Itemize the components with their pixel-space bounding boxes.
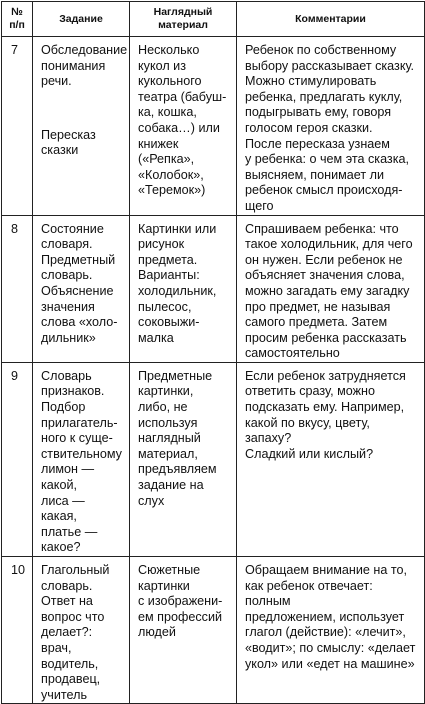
cell-number <box>2 37 33 216</box>
comments-text: Спрашиваем ребенка: что такое холодильник, для чего он нужен. Если ребенок не объясняет значения слова, можно загадать ему загадку про предмет, не называя самого предмета. Затем просим ребенка рассказать самостоятельно <box>245 221 413 361</box>
cell-number <box>2 557 33 704</box>
cell-number <box>2 215 33 362</box>
cell-material <box>130 362 237 556</box>
table-row <box>2 362 425 556</box>
cell-task <box>33 362 130 556</box>
table-row <box>2 37 425 216</box>
cell-comments <box>237 215 425 362</box>
comments-text: Ребенок по собственному выбору рассказывает сказку. Можно стимулировать ребенка, предлагать куклу, подыгрывать ему, говоря голосом героя сказки. После пересказа узнаем у ребенка: о чем эта сказка, выясняем, понимает ли ребенок смысл происходя- щего <box>245 43 415 213</box>
header-material: Наглядный материал <box>130 2 237 37</box>
cell-comments <box>237 557 425 704</box>
task-text: Словарь признаков. Подбор прилагатель- ного к суще- ствительному лимон — какой, лиса — какая, платье — какое? <box>41 368 122 555</box>
table-header-row <box>2 2 425 37</box>
cell-task <box>33 557 130 704</box>
row-number: 9 <box>11 368 19 383</box>
cell-material <box>130 215 237 362</box>
comments-text: Обращаем внимание на то, как ребенок отвечает: полным предложением, использует глагол (действие): «лечит», «водит»; по смыслу: «делает укол» или «едет на машине» <box>245 563 416 671</box>
header-comments: Комментарии <box>237 2 425 37</box>
material-text: Сюжетные картинки с изображени- ем профессий людей <box>138 563 223 640</box>
methodology-table <box>1 1 425 704</box>
cell-comments <box>237 362 425 556</box>
cell-material <box>130 37 237 216</box>
cell-task <box>33 215 130 362</box>
task-text: Состояние словаря. Предметный словарь. Объяснение значения слова «холо- дильник» <box>41 221 118 345</box>
table-row <box>2 557 425 704</box>
row-number: 8 <box>11 221 19 236</box>
cell-comments <box>237 37 425 216</box>
task-text: Глагольный словарь. Ответ на вопрос что делает?: врач, водитель, продавец, учитель <box>41 563 110 702</box>
header-task: Задание <box>33 2 130 37</box>
header-number: № п/п <box>2 2 33 37</box>
material-text: Картинки или рисунок предмета. Варианты: холодильник, пылесос, соковыжи- малка <box>138 221 217 345</box>
table-row <box>2 215 425 362</box>
material-text: Несколько кукол из кукольного театра (бабуш- ка, кошка, собака…) или книжек («Репка», «Колобок», «Теремок») <box>138 43 227 198</box>
task-text: Обследование понимания речи. <box>41 43 128 89</box>
row-number: 10 <box>11 563 26 577</box>
row-number: 7 <box>11 43 19 57</box>
task-text-extra: Пересказ сказки <box>41 127 96 158</box>
comments-text: Если ребенок затрудняется ответить сразу, можно подсказать ему. Например, какой по вкусу, цвету, запаху? Сладкий или кислый? <box>245 368 406 461</box>
task-spacer <box>33 90 129 128</box>
cell-number <box>2 362 33 556</box>
cell-task <box>33 37 130 216</box>
material-text: Предметные картинки, либо, не используя наглядный материал, предъявляем задание на слух <box>138 368 217 508</box>
cell-material <box>130 557 237 704</box>
